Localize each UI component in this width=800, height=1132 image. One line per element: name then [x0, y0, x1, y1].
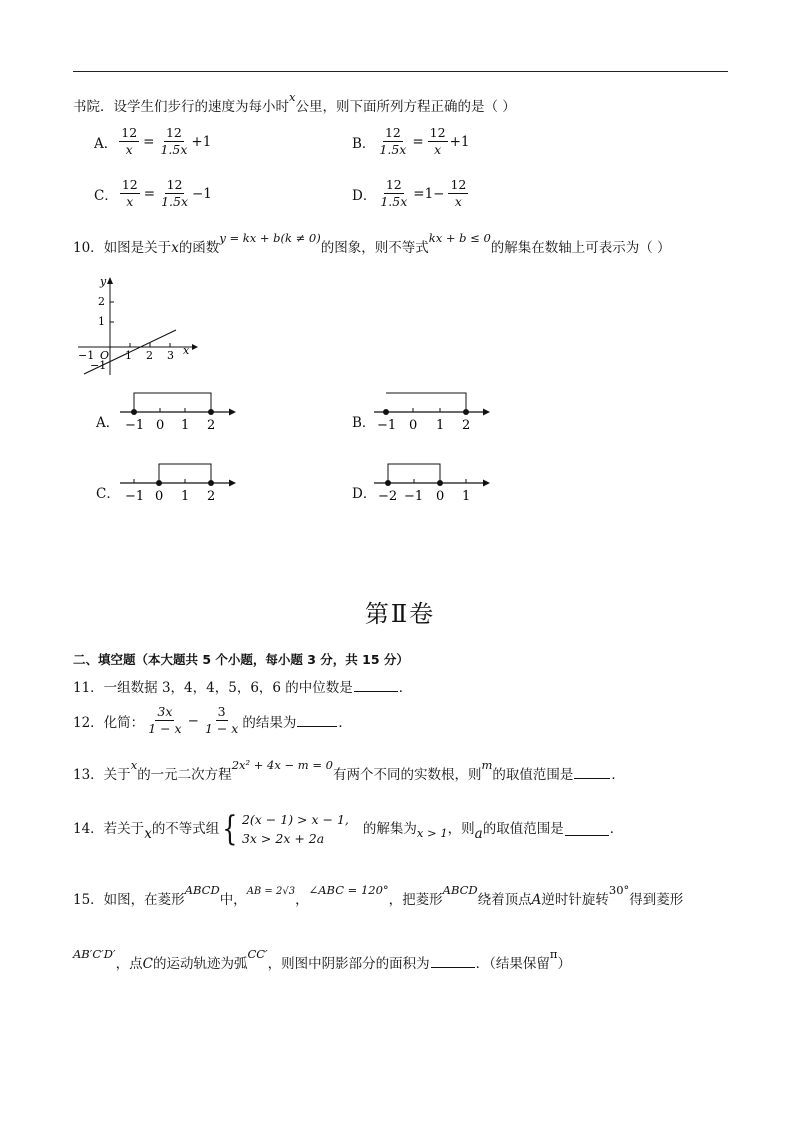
q10-option-a-numberline[interactable]	[118, 388, 238, 434]
answer-blank[interactable]	[431, 955, 475, 968]
tick-label: −1	[125, 418, 145, 433]
x-tick: 3	[167, 349, 174, 362]
equals: =1−	[413, 185, 445, 202]
numerator: 12	[448, 178, 468, 194]
q13-var-m: m	[481, 758, 493, 772]
option-letter: A．	[94, 135, 118, 152]
q10-text: 的函数	[178, 240, 220, 256]
q9-stem	[73, 90, 516, 115]
numerator: 12	[383, 126, 403, 142]
q15-side: AB = 2√3	[246, 886, 296, 897]
q15-line-1	[73, 883, 684, 908]
answer-blank[interactable]	[297, 714, 337, 727]
q12-suffix: 的结果为	[242, 714, 297, 731]
q10-inequality: kx + b ≤ 0	[428, 231, 491, 245]
denominator: x	[126, 194, 134, 210]
tick-label: −1	[125, 489, 145, 504]
q10-text: 的图象，则不等式	[320, 240, 429, 256]
q15-degree: 30°	[608, 883, 630, 897]
q15-text: 逆时针旋转	[541, 892, 609, 908]
closed-dot	[208, 480, 214, 486]
q15-text: 15．如图，在菱形	[73, 892, 185, 908]
y-label: y	[100, 275, 107, 288]
q15-point: C	[142, 956, 153, 972]
fraction	[448, 178, 468, 210]
q15-text: 绕着顶点	[477, 892, 532, 908]
q13-text: 有两个不同的实数根，则	[332, 767, 482, 783]
tick-label: 2	[462, 418, 471, 433]
numerator: 12	[428, 126, 448, 142]
q14-end: ．	[609, 821, 624, 838]
q12-end: ．	[338, 714, 352, 731]
tick-label: −1	[404, 489, 424, 504]
denominator: 1 − x	[204, 721, 239, 737]
x-tick: 2	[146, 349, 153, 362]
system-row: 2(x − 1) > x − 1,	[241, 812, 349, 827]
solution-bracket	[386, 393, 466, 412]
tail: −1	[192, 185, 212, 202]
q13	[73, 758, 625, 783]
solution-bracket	[134, 393, 211, 412]
option-letter: B．	[352, 135, 376, 152]
q15-rhombus: ABCD	[184, 883, 220, 897]
q15-text: ）	[557, 956, 571, 972]
q15-text: ．（结果保留	[475, 956, 550, 972]
numerator: 12	[119, 126, 139, 142]
tick-label: 2	[207, 489, 216, 504]
equals: =	[412, 133, 424, 150]
fraction	[203, 705, 240, 737]
equals: =	[143, 185, 156, 202]
q14-text: 的不等式组	[151, 821, 220, 838]
q13-suffix: 的取值范围是	[492, 767, 574, 783]
q15-text: 中，	[219, 892, 247, 908]
tick-label: 0	[155, 489, 164, 504]
denominator: x	[125, 142, 133, 158]
tick-label: 1	[436, 418, 445, 433]
fraction	[146, 705, 183, 737]
q12-prefix: 12．化简：	[73, 714, 145, 731]
fraction	[119, 126, 139, 158]
q11-text: 11．一组数据 3，4，4，5，6，6 的中位数是	[73, 680, 353, 696]
q13-end: ．	[611, 767, 625, 783]
axis-arrow	[483, 409, 490, 416]
section-2-heading: 二、填空题（本大题共 5 个小题，每小题 3 分，共 15 分）	[73, 652, 409, 667]
q14-text: ，则	[447, 821, 475, 838]
system-rows	[242, 810, 349, 849]
brace-symbol: {	[222, 809, 238, 850]
denominator: x	[454, 194, 462, 210]
denominator: 1.5x	[379, 142, 407, 158]
equals: =	[143, 133, 155, 150]
q15-angle: ∠ABC = 120°	[308, 883, 389, 897]
q10-number: 10．	[73, 240, 104, 256]
x-label: x	[183, 344, 190, 357]
y-tick: 1	[98, 315, 105, 328]
q10-option-c-letter[interactable]: C．	[96, 486, 120, 502]
q15-rhombus: AB′C′D′	[73, 947, 116, 961]
q12	[73, 705, 352, 737]
tick-label: −1	[377, 418, 397, 433]
answer-blank[interactable]	[354, 679, 398, 692]
numerator: 3x	[155, 705, 174, 721]
closed-dot	[437, 480, 443, 486]
numerator: 12	[164, 126, 184, 142]
denominator: x	[434, 142, 442, 158]
q10-function: y = kx + b(k ≠ 0)	[219, 231, 321, 245]
tick-label: 1	[181, 489, 190, 504]
fraction	[378, 178, 409, 210]
closed-dot	[463, 409, 469, 415]
q14-var-x: x	[144, 826, 152, 843]
q10-option-a-letter[interactable]: A．	[96, 415, 120, 431]
q13-equation: 2x² + 4x − m = 0	[231, 758, 333, 772]
origin-label: O	[100, 349, 110, 362]
y-tick: 2	[98, 295, 105, 308]
numerator: 12	[165, 178, 185, 194]
closed-dot	[383, 409, 389, 415]
tick-label: 0	[436, 489, 445, 504]
q15-arc: CC′	[247, 947, 268, 961]
minus: −	[187, 712, 199, 729]
axis-arrow	[229, 480, 236, 487]
denominator: 1.5x	[161, 194, 188, 210]
q10-text: 的解集在数轴上可表示为（ ）	[490, 240, 671, 256]
q15-text: ，点	[115, 956, 143, 972]
q15-text: ，则图中阴影部分的面积为	[267, 956, 430, 972]
tail: +1	[449, 133, 470, 150]
axis-arrow	[483, 480, 490, 487]
q13-prefix: 13．关于	[73, 767, 131, 783]
q9-stem-text: 书院．设学生们步行的速度为每小时	[73, 99, 289, 115]
numerator: 12	[384, 178, 404, 194]
q15-rhombus: ABCD	[442, 883, 478, 897]
q15-text: ，	[295, 892, 309, 908]
q11-end: ．	[398, 680, 413, 696]
q13-var-x: x	[130, 758, 138, 772]
q11	[73, 679, 412, 696]
closed-dot	[131, 409, 137, 415]
closed-dot	[156, 480, 162, 486]
denominator: 1.5x	[160, 142, 188, 158]
denominator: 1.5x	[380, 194, 408, 210]
inequality-system	[219, 810, 349, 849]
q10-option-b-numberline[interactable]	[372, 388, 494, 434]
q15-text: 的运动轨迹为弧	[152, 956, 248, 972]
header-rule	[73, 71, 728, 72]
q15-vertex: A	[531, 892, 542, 908]
q9-option-a[interactable]	[94, 126, 211, 158]
fraction	[428, 126, 448, 158]
numerator: 3	[216, 705, 228, 721]
fraction	[158, 126, 189, 158]
q14-suffix: 的取值范围是	[482, 821, 564, 838]
q10-option-c-numberline[interactable]	[118, 459, 238, 505]
numerator: 12	[120, 178, 140, 194]
x-axis-arrow	[192, 344, 198, 350]
tick-label: 0	[156, 418, 165, 433]
q13-text: 的一元二次方程	[137, 767, 232, 783]
x-tick: −1	[78, 349, 95, 362]
part-2-title: 第Ⅱ卷	[364, 600, 436, 628]
q9-stem-end: 公里，则下面所列方程正确的是（ ）	[295, 99, 516, 115]
answer-blank[interactable]	[574, 766, 610, 779]
q14-var-a: a	[474, 826, 483, 843]
q10-function-graph	[70, 275, 200, 380]
system-row: 3x > 2x + 2a	[241, 831, 325, 847]
q9-option-c[interactable]	[94, 178, 212, 210]
q10-text: 如图是关于	[103, 240, 172, 256]
q14-solution: x > 1	[416, 826, 448, 841]
closed-dot	[385, 480, 391, 486]
q10-option-b-letter[interactable]: B．	[352, 415, 376, 431]
q9-var: x	[289, 90, 296, 104]
axis-arrow	[229, 409, 236, 416]
closed-dot	[208, 409, 214, 415]
option-letter: C．	[94, 187, 118, 204]
q14	[73, 810, 623, 849]
q10-option-d-letter[interactable]: D．	[352, 486, 377, 502]
fraction	[377, 126, 408, 158]
y-axis-arrow	[107, 277, 113, 284]
function-line	[84, 330, 176, 374]
answer-blank[interactable]	[565, 823, 609, 836]
y-tick: −1	[90, 359, 107, 372]
q14-text: 的解集为	[362, 821, 417, 838]
tick-label: 1	[462, 489, 471, 504]
tick-label: 2	[207, 418, 216, 433]
q15-pi: π	[549, 947, 558, 961]
fraction	[159, 178, 190, 210]
q15-line-2	[73, 947, 571, 972]
fraction	[120, 178, 140, 210]
tick-label: 1	[181, 418, 190, 433]
x-tick: 1	[125, 349, 132, 362]
q14-prefix: 14．若关于	[73, 821, 145, 838]
q10-stem	[73, 231, 671, 256]
q10-var: x	[171, 240, 179, 256]
tick-label: −2	[378, 489, 398, 504]
q9-option-d[interactable]	[352, 178, 470, 210]
tick-label: 0	[409, 418, 418, 433]
q10-option-d-numberline[interactable]	[372, 459, 494, 505]
denominator: 1 − x	[148, 721, 182, 737]
option-letter: D．	[352, 187, 377, 204]
q9-option-b[interactable]	[352, 126, 469, 158]
q15-text: ，把菱形	[388, 892, 443, 908]
tail: +1	[191, 133, 212, 150]
q15-text: 得到菱形	[629, 892, 684, 908]
